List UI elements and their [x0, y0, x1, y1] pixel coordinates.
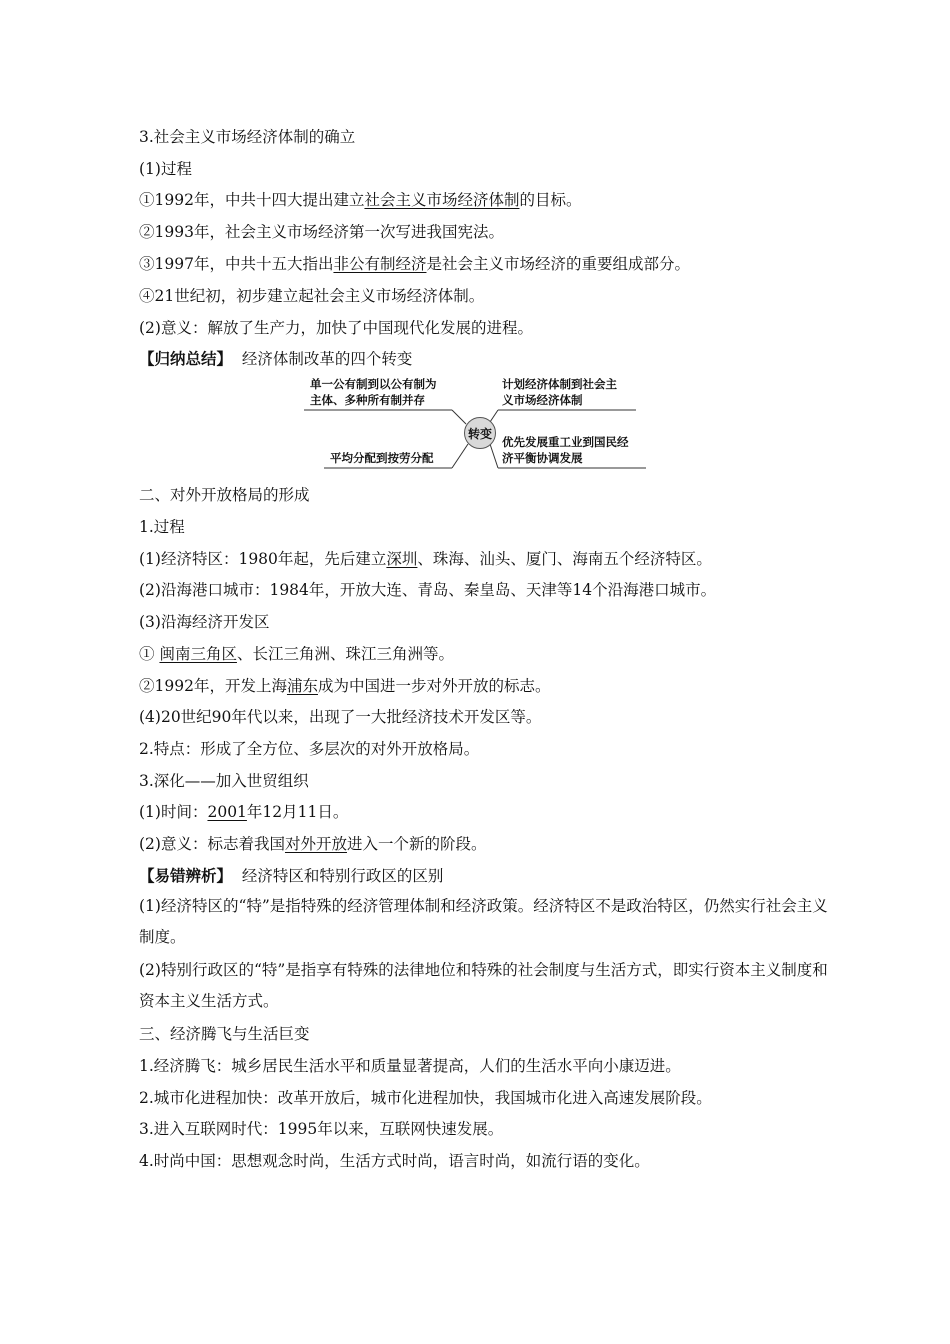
list-item: ④21世纪初，初步建立起社会主义市场经济体制。: [139, 287, 485, 305]
error-analysis-heading: 【易错辨析】 经济特区和特别行政区的区别: [139, 867, 444, 885]
connector-bottom-right-diagonal: [490, 444, 498, 468]
subheading: (1)过程: [139, 160, 192, 178]
list-item: ②1993年，社会主义市场经济第一次写进我国宪法。: [139, 223, 504, 241]
underlined-term: 社会主义市场经济体制: [364, 191, 520, 209]
list-item: ③1997年，中共十五大指出非公有制经济是社会主义市场经济的重要组成部分。: [139, 255, 690, 273]
paragraph: (2)特别行政区的“特”是指享有特殊的法律地位和特殊的社会制度与生活方式，即实行资本主义制度和资本主义生活方式。: [139, 961, 828, 1010]
diagram-node-bottom-left: 平均分配到按劳分配: [330, 451, 434, 465]
paragraph: 4.时尚中国：思想观念时尚，生活方式时尚，语言时尚，如流行语的变化。: [139, 1152, 650, 1170]
list-item: (4)20世纪90年代以来，出现了一大批经济技术开发区等。: [139, 708, 542, 726]
paragraph: (1)经济特区的“特”是指特殊的经济管理体制和经济政策。经济特区不是政治特区，仍然实行社会主义制度。: [139, 897, 828, 946]
list-item: (3)沿海经济开发区: [139, 613, 270, 631]
list-item: (2)沿海港口城市：1984年，开放大连、青岛、秦皇岛、天津等14个沿海港口城市。: [139, 581, 717, 599]
subheading: 1.过程: [139, 518, 185, 536]
underlined-term: 对外开放: [284, 835, 347, 853]
mind-map-diagram: [300, 372, 660, 476]
list-item: (1)时间：2001年12月11日。: [139, 803, 349, 821]
diagram-node-top-right: 计划经济体制到社会主 义市场经济体制: [502, 377, 617, 407]
paragraph: (2)意义：解放了生产力，加快了中国现代化发展的进程。: [139, 319, 533, 337]
paragraph: 2.城市化进程加快：改革开放后，城市化进程加快，我国城市化进入高速发展阶段。: [139, 1089, 712, 1107]
underlined-term: 闽南三角区: [159, 645, 237, 663]
diagram-center-node: 转变: [464, 417, 496, 449]
diagram-node-bottom-right: 优先发展重工业到国民经 济平衡协调发展: [502, 435, 629, 465]
diagram-node-top-left: 单一公有制到以公有制为 主体、多种所有制并存: [310, 377, 437, 407]
summary-tag: 【归纳总结】: [139, 350, 233, 368]
paragraph: 1.经济腾飞：城乡居民生活水平和质量显著提高，人们的生活水平向小康迈进。: [139, 1057, 681, 1075]
error-tag: 【易错辨析】: [139, 867, 233, 885]
connector-bottom-left-diagonal: [452, 444, 468, 468]
underlined-term: 深圳: [386, 550, 418, 568]
underlined-term: 非公有制经济: [333, 255, 427, 273]
paragraph: 3.进入互联网时代：1995年以来，互联网快速发展。: [139, 1120, 504, 1138]
list-item: ①1992年，中共十四大提出建立社会主义市场经济体制的目标。: [139, 191, 582, 209]
summary-heading: 【归纳总结】 经济体制改革的四个转变: [139, 350, 413, 368]
list-item: (1)经济特区：1980年起，先后建立深圳、珠海、汕头、厦门、海南五个经济特区。: [139, 550, 712, 568]
section-heading: 3.社会主义市场经济体制的确立: [139, 128, 356, 146]
subheading: 2.特点：形成了全方位、多层次的对外开放格局。: [139, 740, 480, 758]
list-item: ① 闽南三角区、长江三角洲、珠江三角洲等。: [139, 645, 454, 663]
connector-top-left-diagonal: [452, 410, 466, 424]
underlined-term: 浦东: [286, 677, 318, 695]
list-item: ②1992年，开发上海浦东成为中国进一步对外开放的标志。: [139, 677, 551, 695]
subheading: 3.深化——加入世贸组织: [139, 772, 309, 790]
section-heading: 二、对外开放格局的形成: [139, 486, 310, 504]
list-item: (2)意义：标志着我国对外开放进入一个新的阶段。: [139, 835, 487, 853]
connector-top-right-diagonal: [490, 410, 498, 422]
section-heading: 三、经济腾飞与生活巨变: [139, 1025, 310, 1043]
underlined-term: 2001: [207, 803, 247, 821]
